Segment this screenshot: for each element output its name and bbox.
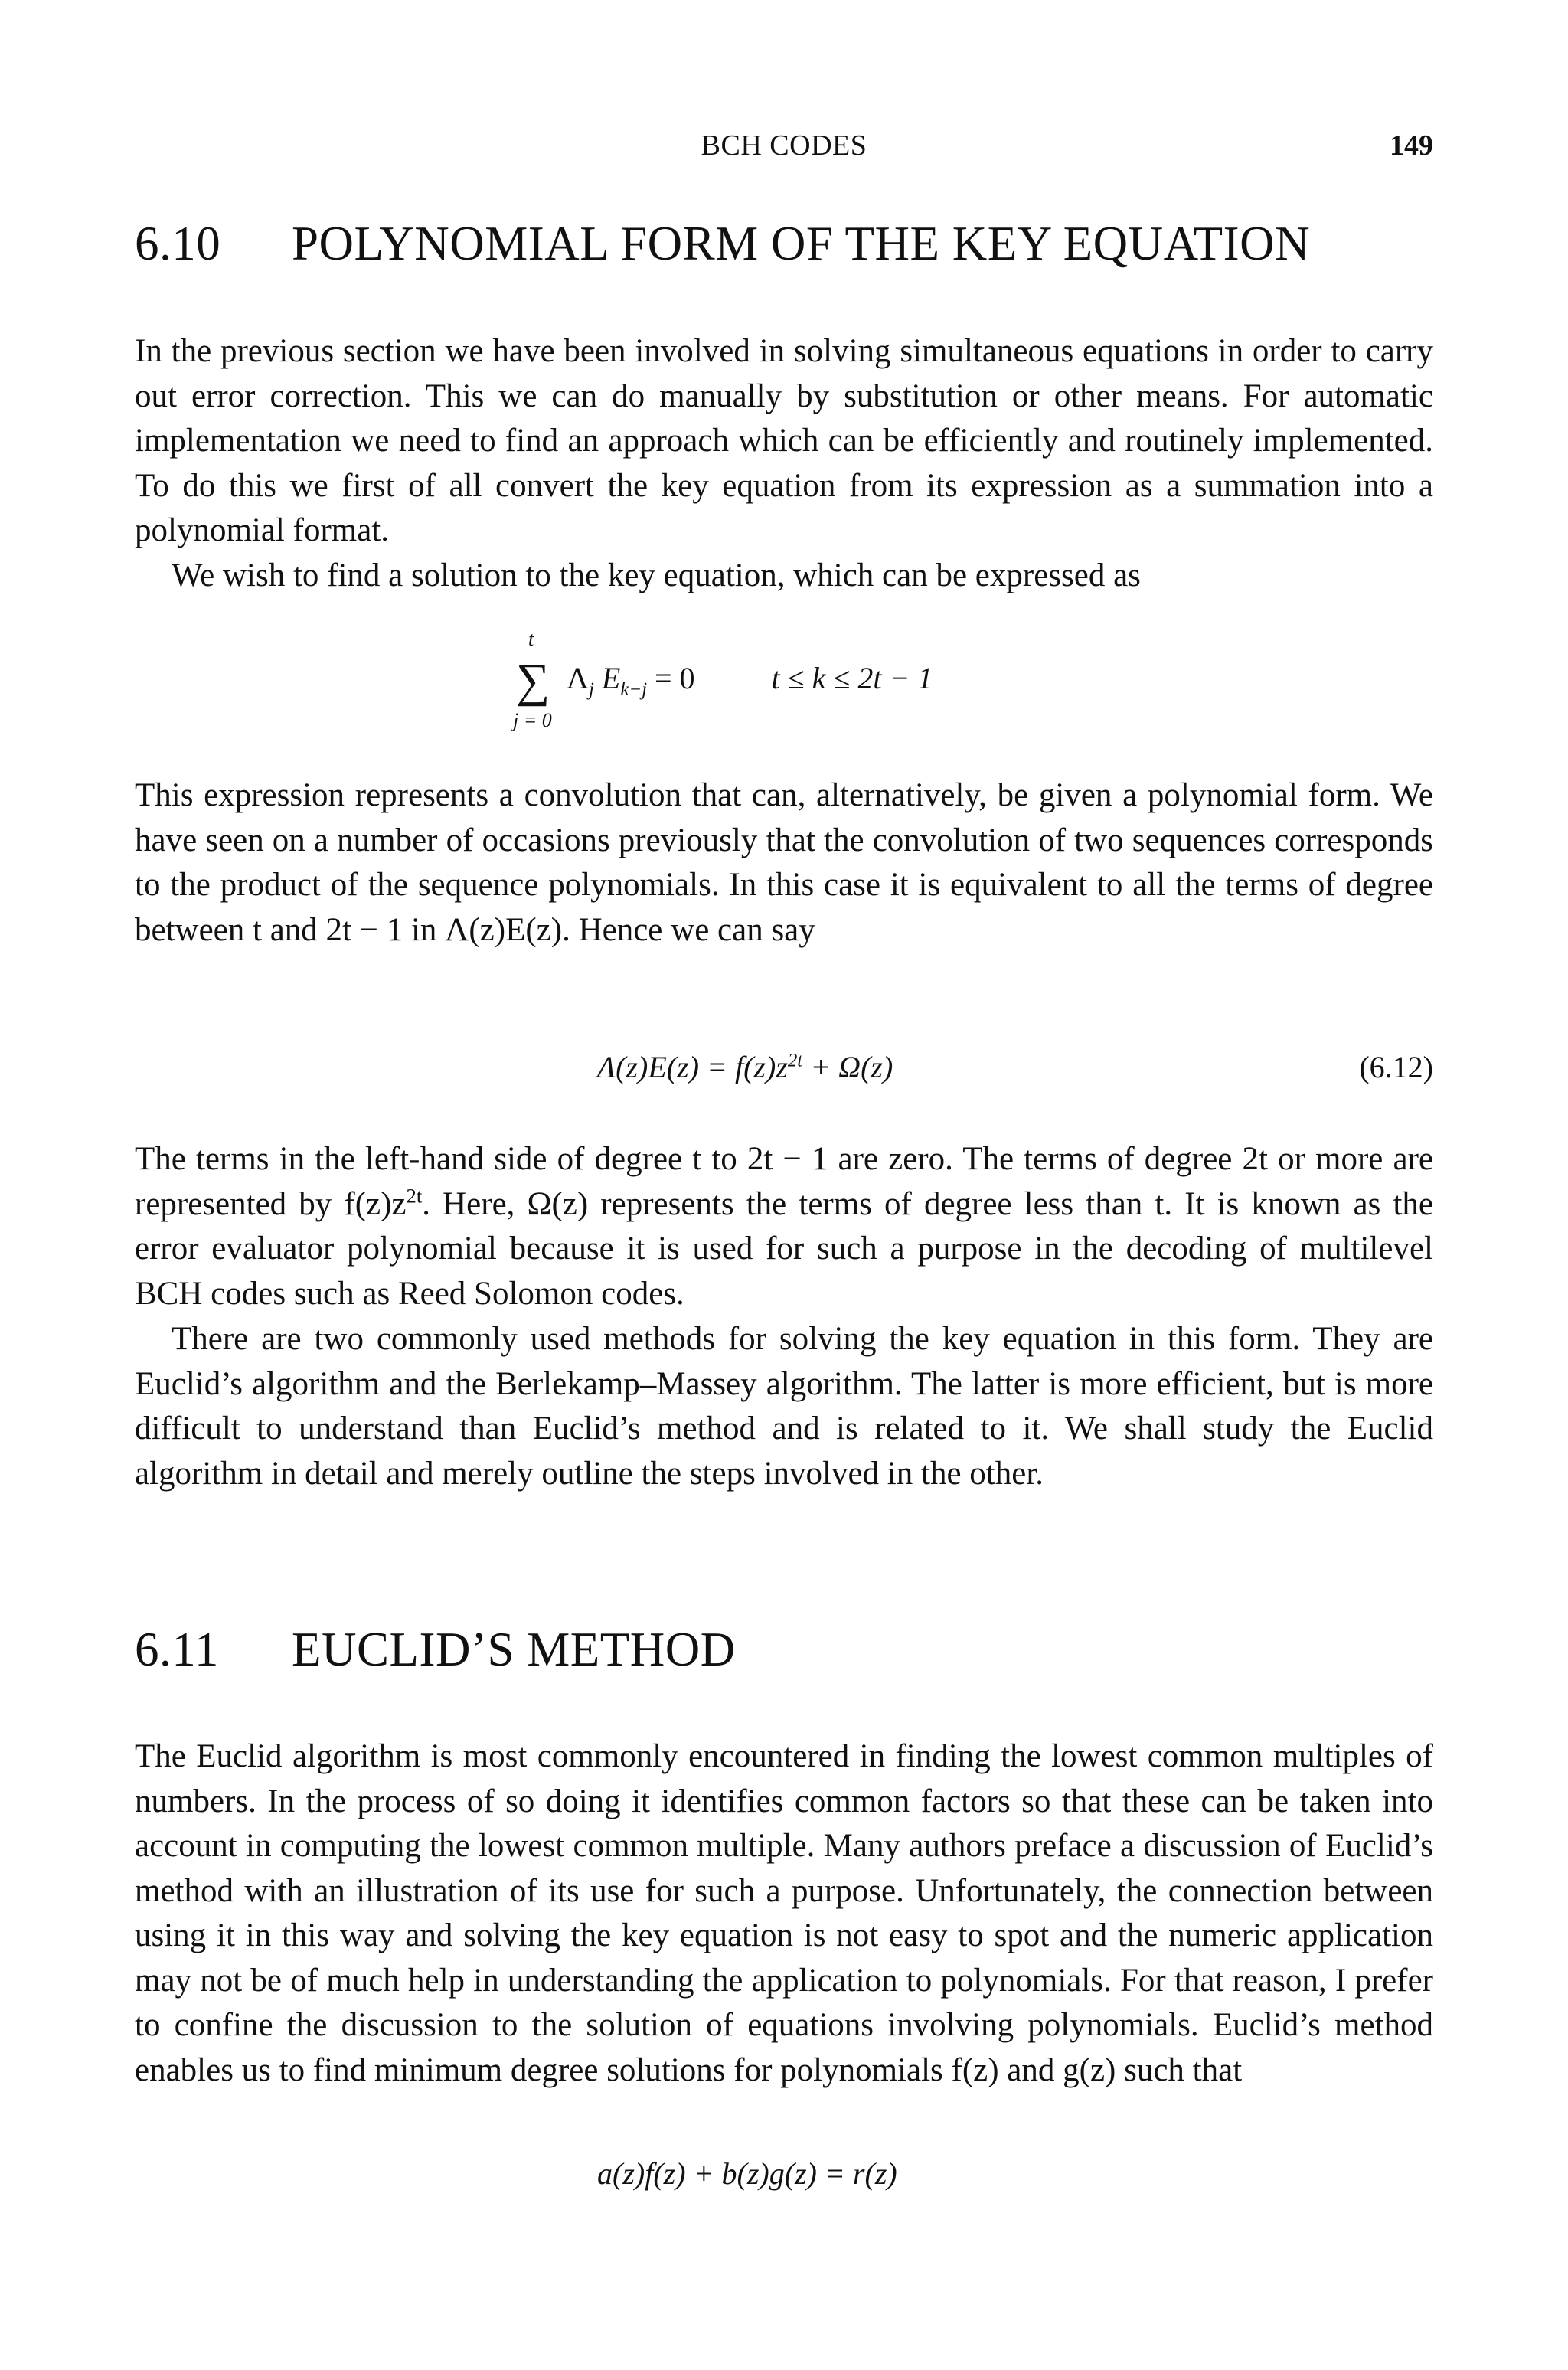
key-equation-summation [513,628,933,731]
equation-rhs: = 0 [654,661,695,696]
lambda-term: Λ [567,661,590,696]
paragraph: The Euclid algorithm is most commonly encountered in finding the lowest common multiples of numbers. In the process of so doing it identifies common factors so that these can be taken into account in computing the lowest common multiple. Many authors preface a discussion of Euclid’s method with an illustration of its use for such a purpose. Unfortunately, the connection between using it in this way and solving the key equation is not easy to spot and the numeric application may not be of much help in understanding the application to polynomials. For that reason, I prefer to confine the discussion to the solution of equations involving polynomials. Euclid’s method enables us to find minimum degree solutions for polynomials f(z) and g(z) such that [135,1738,1433,2088]
running-head [135,129,1433,168]
section-heading-6-10 [135,216,1310,272]
paragraph: The terms in the left-hand side of degree t to 2t − 1 are zero. The terms of degree 2t or more are represented by $f(z)z^{2t}$. Here, Ω(z) represents the terms of degree less than t. It is known as the error evaluator polynomial because it is used for such a purpose in the decoding of multilevel BCH codes such as Reed Solomon codes. [135,1141,1433,1312]
equation-number: (6.12) [1359,1050,1433,1084]
euclid-equation: a(z)f(z) + b(z)g(z) = r(z) [597,2156,897,2191]
paragraph: In the previous section we have been involved in solving simultaneous equations in order to carry out error correction. This we can do manually by substitution or other means. For automatic implementation we need to find an approach which can be efficiently and routinely implemented. To do this we first of all convert the key equation from its expression as a summation into a polynomial format. [135,333,1433,548]
paragraph: This expression represents a convolution that can, alternatively, be given a polynomial form. We have seen on a number of occasions previously that the convolution of two sequences corresponds to the product of the sequence polynomials. In this case it is equivalent to all the terms of degree between t and 2t − 1 in Λ(z)E(z). Hence we can say [135,777,1433,948]
paragraph: There are two commonly used methods for solving the key equation in this form. They are Euclid’s algorithm and the Berlekamp–Massey algorithm. The latter is more efficient, but is more difficult to understand than Euclid’s method and is related to it. We shall study the Euclid algorithm in detail and merely outline the steps involved in the other. [135,1321,1433,1492]
section-number: 6.10 [135,217,221,270]
sum-upper-limit: t [528,628,534,650]
section-number: 6.11 [135,1623,219,1676]
equation-condition: t ≤ k ≤ 2t − 1 [771,661,933,696]
page-number: 149 [1390,129,1433,162]
e-subscript: k−j [620,679,647,701]
lambda-subscript: j [589,679,594,701]
sum-lower-limit: j = 0 [513,709,552,731]
running-head-title: BCH CODES [701,129,867,162]
paragraph: We wish to find a solution to the key equation, which can be expressed as [172,557,1141,593]
summation-sign: t ∑ j = 0 [513,628,552,731]
e-term: E [601,661,621,696]
section-heading-6-11 [135,1622,736,1678]
section-title: POLYNOMIAL FORM OF THE KEY EQUATION [292,217,1311,270]
equation-6-12: $\Lambda(z)E(z) = f(z)z^{2t} + \Omega(z)$ [597,1050,893,1084]
section-title: EUCLID’S METHOD [292,1623,736,1676]
